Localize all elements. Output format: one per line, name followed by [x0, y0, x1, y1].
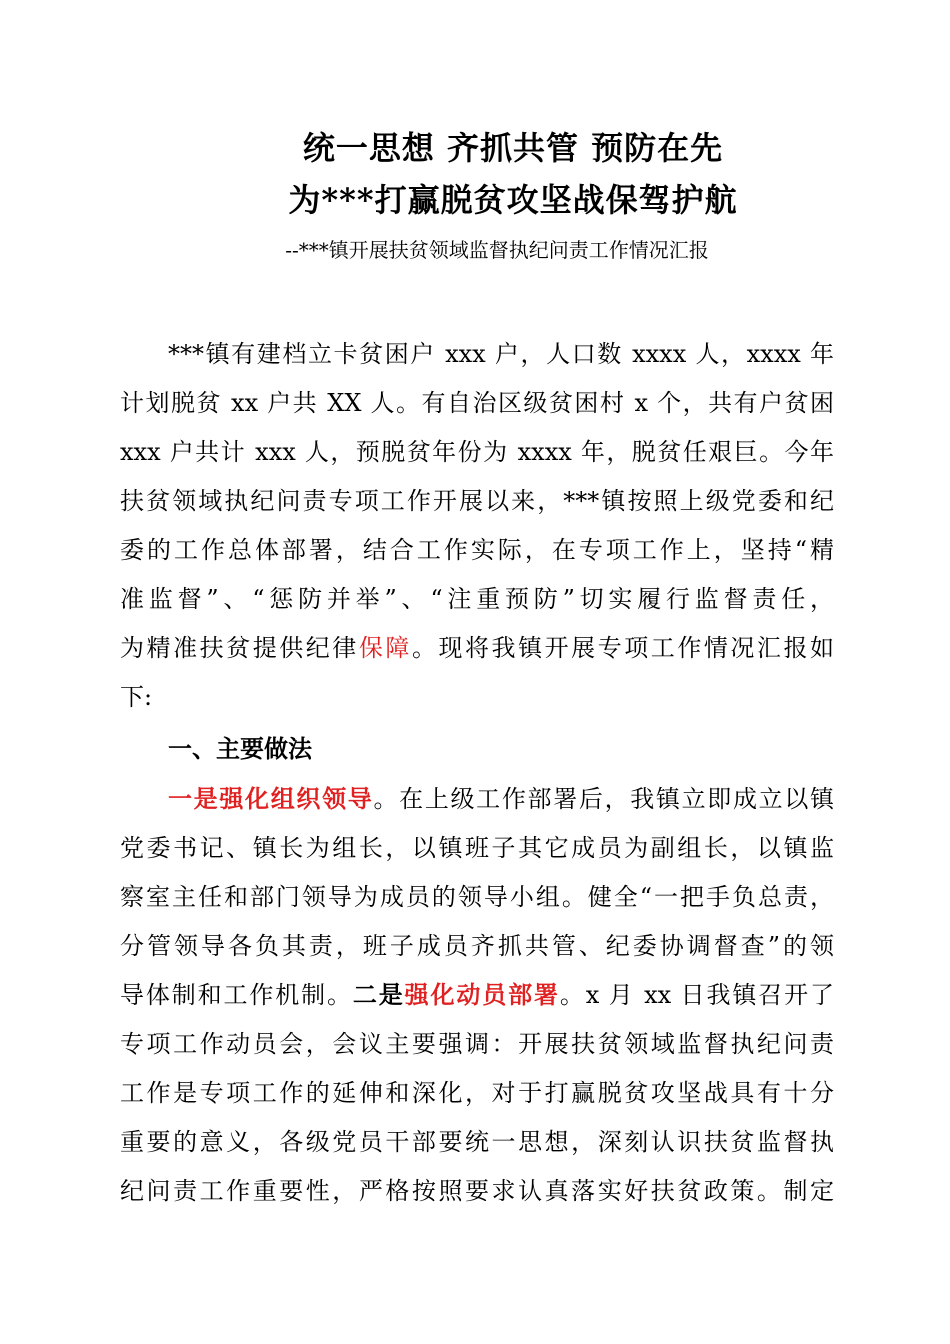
text-line — [120, 978, 834, 1012]
text-line: 纪问责工作重要性，严格按照要求认真落实好扶贫政策。制定 — [120, 1177, 834, 1205]
text-run: 。x 月 xx 日我镇召开了 — [559, 981, 835, 1009]
text-line: 专项工作动员会，会议主要强调：开展扶贫领域监督执纪问责 — [120, 1030, 834, 1058]
subtitle: --***镇开展扶贫领域监督执纪问责工作情况汇报 — [285, 238, 709, 262]
title-line-2: 为***打赢脱贫攻坚战保驾护航 — [288, 181, 738, 219]
text-line: ***镇有建档立卡贫困户 xxx 户，人口数 xxxx 人，xxxx 年 — [168, 340, 834, 368]
text-run: 导体制和工作机制。 — [120, 981, 353, 1009]
text-line: 委的工作总体部署，结合工作实际，在专项工作上，坚持“精 — [120, 536, 834, 564]
text-line — [168, 782, 834, 816]
text-line: 重要的意义，各级党员干部要统一思想，深刻认识扶贫监督执 — [120, 1128, 834, 1156]
bold-text: 二是 — [352, 981, 405, 1009]
text-line: 扶贫领域执纪问责专项工作开展以来，***镇按照上级党委和纪 — [120, 487, 834, 515]
text-line — [120, 631, 834, 665]
text-line: 准监督”、“惩防并举”、“注重预防”切实履行监督责任， — [120, 585, 834, 613]
text-run: 。在上级工作部署后，我镇立即成立以镇 — [373, 785, 835, 813]
text-run: 。现将我镇开展专项工作情况汇报如 — [411, 634, 835, 662]
text-line: 工作是专项工作的延伸和深化，对于打赢脱贫攻坚战具有十分 — [120, 1079, 834, 1107]
text-line: 党委书记、镇长为组长，以镇班子其它成员为副组长，以镇监 — [120, 834, 834, 862]
text-line: 分管领导各负其责，班子成员齐抓共管、纪委协调督查”的领 — [120, 932, 834, 960]
text-line: xxx 户共计 xxx 人，预脱贫年份为 xxxx 年，脱贫任艰巨。今年 — [120, 438, 834, 466]
highlight-heading: 强化动员部署 — [404, 981, 560, 1009]
text-line: 察室主任和部门领导为成员的领导小组。健全“一把手负总责， — [120, 883, 834, 911]
text-line: 计划脱贫 xx 户共 XX 人。有自治区级贫困村 x 个，共有户贫困 — [120, 389, 834, 417]
title-line-1: 统一思想 齐抓共管 预防在先 — [302, 129, 724, 167]
text-line: 下: — [120, 683, 153, 711]
text-run: 为精准扶贫提供纪律 — [120, 634, 359, 662]
highlight-heading: 一是强化组织领导 — [168, 785, 374, 813]
highlight-text: 保障 — [358, 634, 412, 662]
section-heading: 一、主要做法 — [168, 735, 312, 763]
